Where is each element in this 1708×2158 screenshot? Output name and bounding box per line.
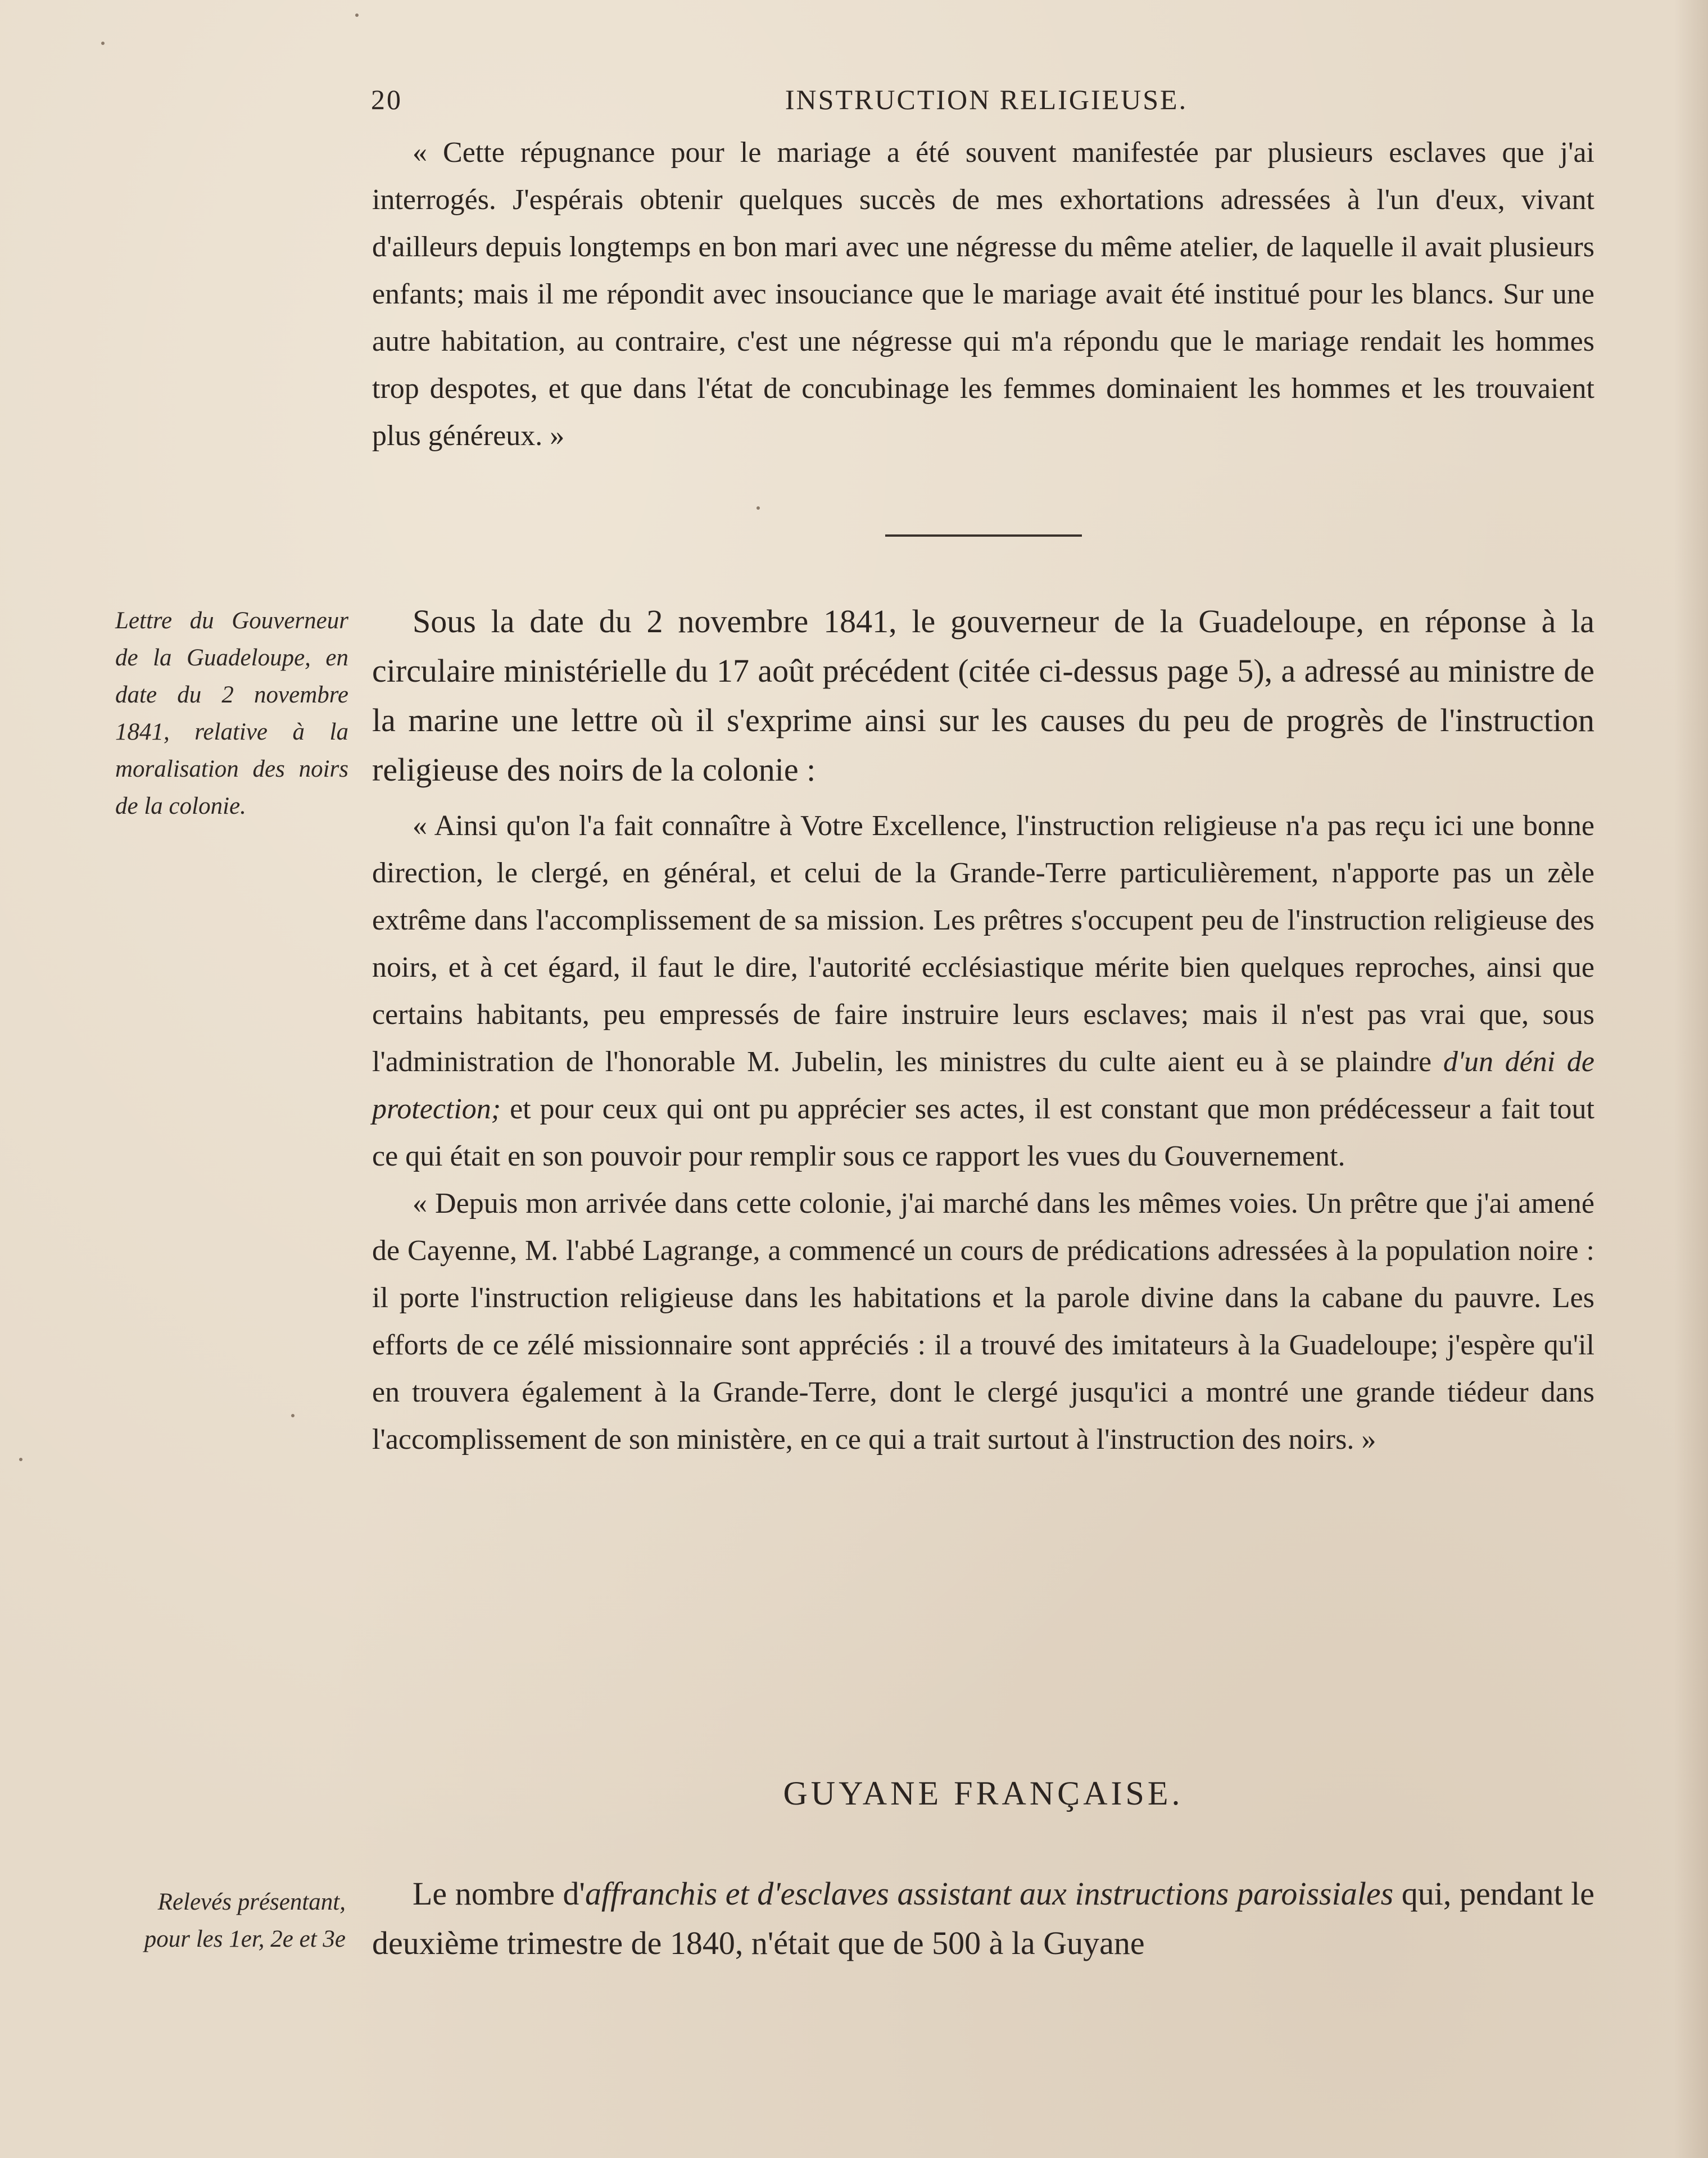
paper-speck bbox=[101, 42, 105, 45]
page-header bbox=[371, 83, 1602, 117]
page-edge-shadow bbox=[1674, 0, 1708, 2158]
margin-note-guadeloupe-letter: Lettre du Gouverneur de la Guadeloupe, en date du 2 novembre 1841, relative à la moralisation des noirs de la colonie. bbox=[115, 607, 348, 819]
section-heading-guyane: GUYANE FRANÇAISE. bbox=[783, 1775, 1184, 1812]
quote-1-text-end: et pour ceux qui ont pu apprécier ses actes, il est constant que mon prédécesseur a fait tout ce qui était en son pouvoir pour remplir sous ce rapport les vues du Gouvernement. bbox=[372, 1093, 1594, 1172]
paragraph-guyane-intro bbox=[372, 1869, 1594, 1968]
quote-1-text-start: « Ainsi qu'on l'a fait connaître à Votre Excellence, l'instruction religieuse n'a pas reçu ici une bonne direction, le clergé, en général, et celui de la Grande-Terre particulièrement, n'apporte pas un zèle extrême dans l'accomplissement de sa mission. Les prêtres s'occupent peu de l'instruction religieuse des noirs, et à cet égard, il faut le dire, l'autorité ecclésiastique mérite bien quelques reproches, ainsi que certains habitants, peu empressés de faire instruire leurs esclaves; mais il n'est pas vrai que, sous l'administration de l'honorable M. Jubelin, les ministres du culte aient eu à se plaindre bbox=[372, 810, 1594, 1078]
page-number: 20 bbox=[371, 84, 402, 115]
guadeloupe-block bbox=[372, 597, 1594, 1463]
section-divider bbox=[885, 534, 1082, 537]
quote-block-marriage bbox=[372, 129, 1594, 460]
guyane-text-end: qui, pendant le deuxième trimestre de 1840, n'était que de 500 à la Guyane bbox=[372, 1875, 1595, 1961]
paragraph-governor-quote-1 bbox=[372, 803, 1594, 1180]
paragraph-marriage-quote: « Cette répugnance pour le mariage a été souvent manifestée par plusieurs esclaves que j'ai interrogés. J'espérais obtenir quelques succès de mes exhortations adressées à l'un d'eux, vivant d'ailleurs depuis longtemps en bon mari avec une négresse du même atelier, de laquelle il avait plusieurs enfants; mais il me répondit avec insouciance que le mariage avait été institué pour les blancs. Sur une autre habitation, au contraire, c'est une négresse qui m'a répondu que le mariage rendait les hommes trop despotes, et que dans l'état de concubinage les femmes dominaient les hommes et les trouvaient plus généreux. » bbox=[372, 137, 1594, 452]
paper-speck bbox=[355, 13, 359, 17]
paper-speck bbox=[19, 1458, 22, 1461]
guyane-italic-phrase: affranchis et d'esclaves assistant aux instructions paroissiales bbox=[585, 1875, 1394, 1912]
guyane-text-start: Le nombre d' bbox=[413, 1875, 585, 1912]
guyane-block bbox=[372, 1869, 1594, 1968]
margin-note-guyane-releves: Relevés présentant, pour les 1er, 2e et 3e bbox=[144, 1889, 346, 1952]
paragraph-governor-quote-2: « Depuis mon arrivée dans cette colonie, j'ai marché dans les mêmes voies. Un prêtre que j'ai amené de Cayenne, M. l'abbé Lagrange, a commencé un cours de prédications adressées à la population noire : il porte l'instruction religieuse dans les habitations et la parole divine dans la cabane du pauvre. Les efforts de ce zélé missionnaire sont appréciés : il a trouvé des imitateurs à la Guadeloupe; j'espère qu'il en trouvera également à la Grande-Terre, dont le clergé jusqu'ici a montré une grande tiédeur dans l'accomplissement de son ministère, en ce qui a trait surtout à l'instruction des noirs. » bbox=[372, 1187, 1594, 1456]
paragraph-governor-letter-intro: Sous la date du 2 novembre 1841, le gouverneur de la Guadeloupe, en réponse à la circulaire ministérielle du 17 août précédent (citée ci-dessus page 5), a adressé au ministre de la marine une lettre où il s'exprime ainsi sur les causes du peu de progrès de l'instruction religieuse des noirs de la colonie : bbox=[372, 603, 1594, 788]
paper-speck bbox=[756, 506, 760, 510]
running-title: INSTRUCTION RELIGIEUSE. bbox=[785, 84, 1188, 115]
quote-1-italic-phrase: d'un déni de protection; bbox=[372, 1046, 1595, 1125]
paper-speck bbox=[291, 1414, 295, 1417]
